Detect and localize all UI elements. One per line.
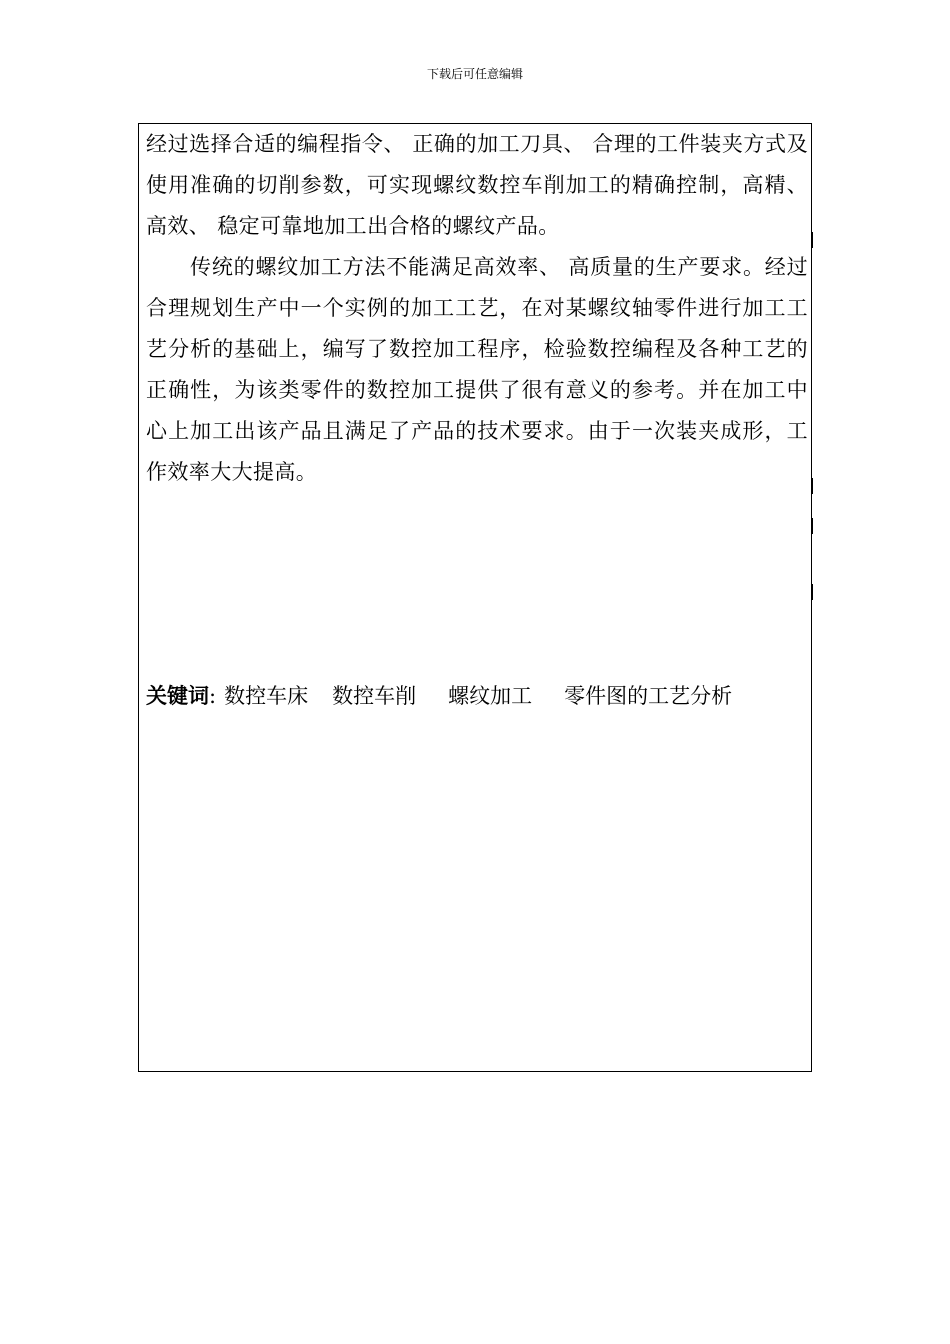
margin-mark [811, 584, 813, 600]
keyword-term: 螺纹加工 [448, 684, 533, 708]
margin-mark [811, 518, 813, 534]
keyword-term: 数控车床 [224, 684, 309, 708]
abstract-box [138, 123, 812, 1072]
keyword-term: 零件图的工艺分析 [564, 684, 733, 708]
margin-mark [811, 478, 813, 494]
abstract-body [146, 124, 808, 493]
keywords-separator: : [209, 684, 217, 708]
abstract-paragraph-1: 经过选择合适的编程指令、 正确的加工刀具、 合理的工件装夹方式及使用准确的切削参数，可实现螺纹数控车削加工的精确控制，高精、 高效、 稳定可靠地加工出合格的螺纹产品。 [146, 132, 808, 238]
keywords-line [146, 676, 808, 717]
keywords-label: 关键词 [146, 684, 209, 708]
keyword-term: 数控车削 [332, 684, 417, 708]
margin-mark [811, 232, 813, 248]
page-header: 下载后可任意编辑 [426, 67, 523, 81]
abstract-paragraph-2: 传统的螺纹加工方法不能满足高效率、 高质量的生产要求。经过合理规划生产中一个实例的加工工艺，在对某螺纹轴零件进行加工工艺分析的基础上，编写了数控加工程序，检验数控编程及各种工艺的正确性，为该类零件的数控加工提供了很有意义的参考。并在加工中心上加工出该产品且满足了产品的技术要求。由于一次装夹成形，工作效率大大提高。 [146, 255, 808, 484]
